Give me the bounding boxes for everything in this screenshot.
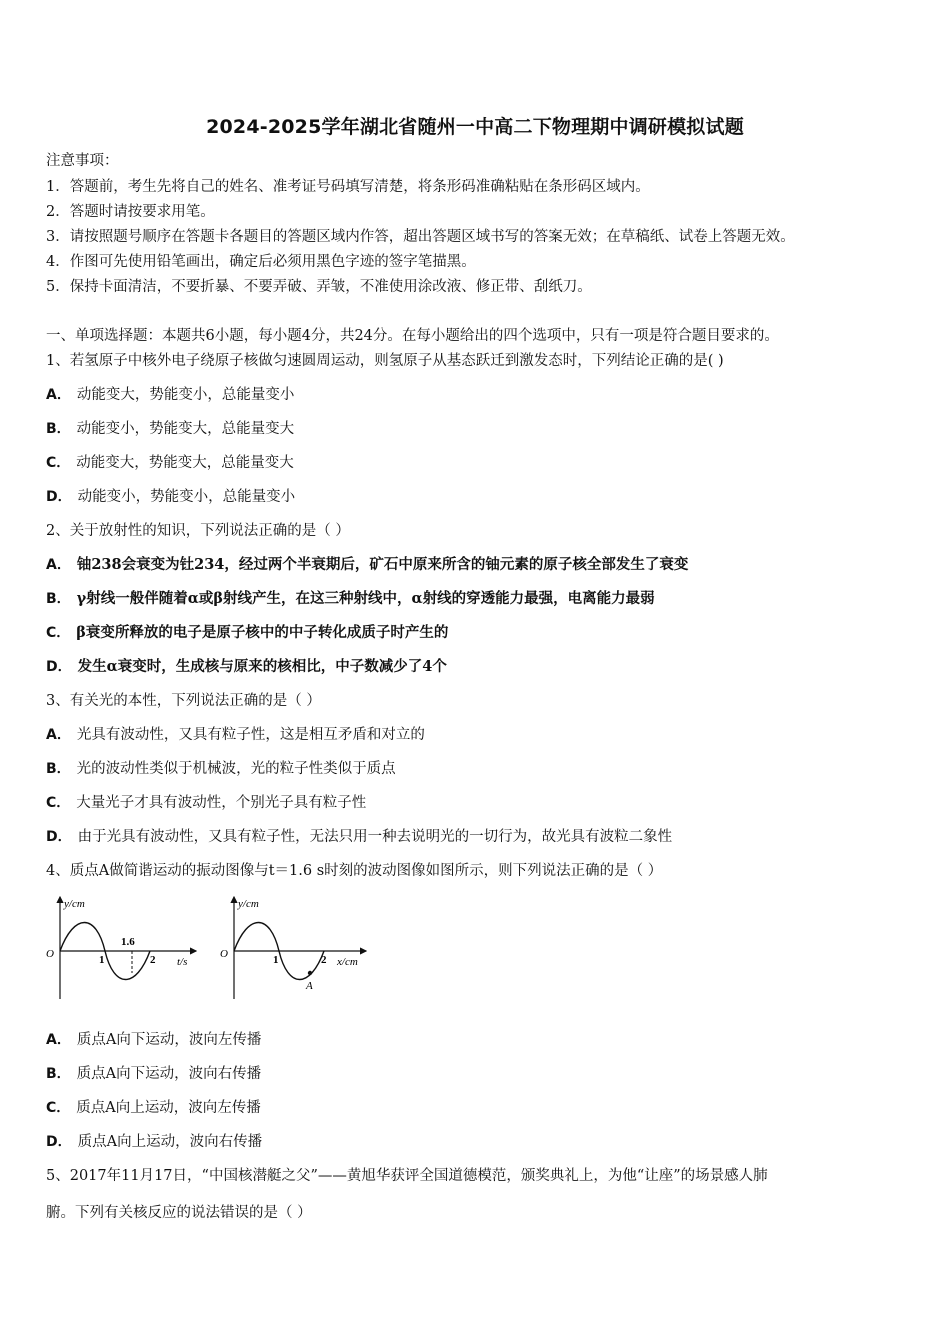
- notice-item: 5．保持卡面清洁，不要折暴、不要弄破、弄皱，不准使用涂改液、修正带、刮纸刀。: [46, 279, 592, 295]
- question-1-option-c: C． 动能变大，势能变大，总能量变大: [46, 455, 294, 471]
- question-3-option-b: B． 光的波动性类似于机械波，光的粒子性类似于质点: [46, 761, 396, 777]
- question-3-option-c: C． 大量光子才具有波动性，个别光子具有粒子性: [46, 795, 367, 811]
- notice-item: 3．请按照题号顺序在答题卡各题目的答题区域内作答，超出答题区域书写的答案无效；在草稿纸、试卷上答题无效。: [46, 229, 795, 245]
- tick-label: 1: [99, 954, 105, 966]
- question-2-option-a: A． 铀238会衰变为钍234，经过两个半衰期后，矿石中原来所含的铀元素的原子核全部发生了衰变: [46, 556, 689, 573]
- question-1-option-b: B． 动能变小，势能变大，总能量变大: [46, 421, 295, 437]
- point-a-marker: [308, 971, 312, 975]
- origin-label: O: [220, 948, 228, 960]
- y-label: y/cm: [238, 898, 259, 910]
- notice-heading: 注意事项：: [46, 153, 119, 169]
- question-1-option-a: A． 动能变大，势能变小，总能量变小: [46, 387, 295, 403]
- question-2-stem: 2、关于放射性的知识，下列说法正确的是（ ）: [46, 523, 350, 539]
- page-title: 2024-2025学年湖北省随州一中高二下物理期中调研模拟试题: [206, 116, 744, 138]
- x-label: x/cm: [337, 956, 358, 968]
- question-2-option-c: C． β衰变所释放的电子是原子核中的中子转化成质子时产生的: [46, 624, 449, 641]
- notice-item: 2．答题时请按要求用笔。: [46, 204, 215, 220]
- question-4-option-a: A． 质点A向下运动，波向左传播: [46, 1032, 262, 1048]
- question-2-option-b: B． γ射线一般伴随着α或β射线产生，在这三种射线中，α射线的穿透能力最强，电离能力最弱: [46, 590, 655, 607]
- vibration-graph: [44, 893, 204, 1003]
- x-label: t/s: [177, 956, 188, 968]
- y-label: y/cm: [64, 898, 85, 910]
- tick-label: 1.6: [121, 936, 135, 948]
- question-3-option-d: D． 由于光具有波动性，又具有粒子性，无法只用一种去说明光的一切行为，故光具有波粒二象性: [46, 829, 673, 845]
- question-4-option-c: C． 质点A向上运动，波向左传播: [46, 1100, 261, 1116]
- question-4-stem: 4、质点A做简谐运动的振动图像与t＝1.6 s时刻的波动图像如图所示，则下列说法正确的是（ ）: [46, 863, 663, 879]
- question-3-option-a: A． 光具有波动性，又具有粒子性，这是相互矛盾和对立的: [46, 727, 425, 743]
- section-heading: 一、单项选择题：本题共6小题，每小题4分，共24分。在每小题给出的四个选项中，只有一项是符合题目要求的。: [46, 328, 779, 344]
- wave-graph: [218, 893, 378, 1003]
- tick-label: 2: [150, 954, 156, 966]
- question-1-option-d: D． 动能变小，势能变小，总能量变小: [46, 489, 296, 505]
- notice-item: 1．答题前，考生先将自己的姓名、准考证号码填写清楚，将条形码准确粘贴在条形码区域内。: [46, 179, 650, 195]
- question-1-stem: 1、若氢原子中核外电子绕原子核做匀速圆周运动，则氢原子从基态跃迁到激发态时，下列结论正确的是( ): [46, 353, 724, 369]
- question-3-stem: 3、有关光的本性，下列说法正确的是（ ）: [46, 693, 321, 709]
- point-a-label: A: [306, 980, 313, 992]
- question-5-stem-line2: 腑。下列有关核反应的说法错误的是（ ）: [46, 1205, 312, 1221]
- tick-label: 1: [273, 954, 279, 966]
- notice-item: 4．作图可先使用铅笔画出，确定后必须用黑色字迹的签字笔描黑。: [46, 254, 476, 270]
- origin-label: O: [46, 948, 54, 960]
- question-5-stem-line1: 5、2017年11月17日，“中国核潜艇之父”——黄旭华获评全国道德模范，颁奖典礼上，为他“让座”的场景感人肺: [46, 1168, 768, 1184]
- question-4-option-b: B． 质点A向下运动，波向右传播: [46, 1066, 262, 1082]
- question-4-option-d: D． 质点A向上运动，波向右传播: [46, 1134, 263, 1150]
- question-2-option-d: D． 发生α衰变时，生成核与原来的核相比，中子数减少了4个: [46, 658, 447, 675]
- tick-label: 2: [321, 954, 327, 966]
